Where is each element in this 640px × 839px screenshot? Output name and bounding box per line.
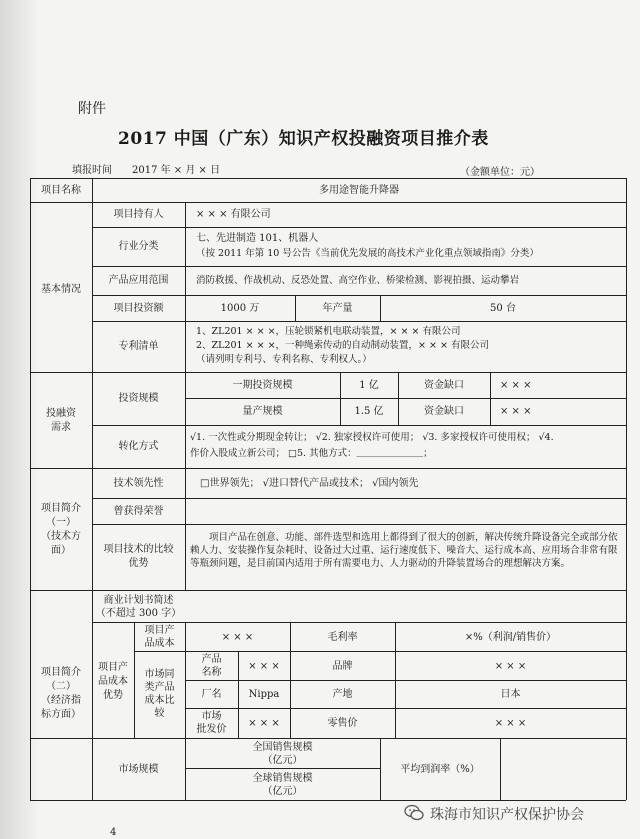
patent-line3: （请列明专利号、专利名称、专利权人。） xyxy=(196,354,372,365)
plan-label-line2: （不超过 300 字） xyxy=(95,608,182,619)
retail-label: 零售价 xyxy=(327,718,358,729)
cost-adv-line1: 项目产 xyxy=(98,662,128,673)
profit-label: 平均到润率（%） xyxy=(400,764,480,775)
currency-unit: （金额单位：元） xyxy=(460,167,540,178)
financing-section-line1: 投融资 xyxy=(46,408,76,419)
industry-label: 行业分类 xyxy=(118,241,159,252)
scale-label: 投资规模 xyxy=(118,393,159,404)
national-line2: （亿元） xyxy=(262,755,303,766)
project-name-label: 项目名称 xyxy=(41,185,81,196)
fill-date: 填报时间 2017 年 × 月 × 日 xyxy=(72,165,221,176)
patent-label: 专利清单 xyxy=(118,341,159,352)
similar-line3: 成本比 xyxy=(144,695,175,706)
gap1-label: 资金缺口 xyxy=(424,380,464,391)
transfer-line1: √1. 一次性或分期现金转让； √2. 独家授权许可使用； √3. 多家授权许可使用权； √4. xyxy=(190,432,554,443)
attachment-label: 附件 xyxy=(78,101,106,117)
similar-line1: 市场同 xyxy=(144,669,175,680)
invest-value: 1000 万 xyxy=(220,303,260,314)
gap1-value: × × × xyxy=(500,380,532,391)
econ-section-line1: 项目简介 xyxy=(41,667,81,678)
lead-label: 技术领先性 xyxy=(113,478,164,489)
econ-section-line2: （二） xyxy=(46,681,76,692)
market-label: 市场规模 xyxy=(118,764,159,775)
margin-value: ×%（利润/销售价） xyxy=(464,632,557,643)
national-line1: 全国销售规模 xyxy=(252,742,313,753)
pname-line2: 名称 xyxy=(201,667,222,678)
tech-section-line3: （技术方 xyxy=(41,531,81,542)
econ-section-line3: （经济指 xyxy=(41,695,81,706)
holder-label: 项目持有人 xyxy=(113,209,164,220)
compare-label-line1: 项目技术的比较 xyxy=(103,544,174,555)
document-title: 2017 中国（广东）知识产权投融资项目推介表 xyxy=(118,129,489,149)
wholesale-line1: 市场 xyxy=(201,711,222,722)
cost-adv-line2: 品成本 xyxy=(98,676,128,687)
wholesale-line2: 批发价 xyxy=(196,724,227,735)
cost-adv-line3: 优势 xyxy=(103,690,123,701)
prodcost-value: × × × xyxy=(221,632,254,643)
compare-label-line2: 优势 xyxy=(128,558,149,569)
wechat-icon xyxy=(404,804,424,822)
origin-value: 日本 xyxy=(500,689,521,700)
tech-section-line2: （一） xyxy=(46,517,76,528)
transfer-label: 转化方式 xyxy=(118,441,159,452)
wholesale-value: × × × xyxy=(248,718,280,729)
gap2-label: 资金缺口 xyxy=(424,406,464,417)
econ-section-line4: 标方面） xyxy=(41,709,81,720)
pname-value: × × × xyxy=(248,661,280,672)
patent-line2: 2、ZL201 × × ×，一种绳索传动的自动制动装置，× × × 有限公司 xyxy=(196,340,489,351)
invest-label: 项目投资额 xyxy=(113,303,164,314)
compare-text: 项目产品在创意、功能、部件选型和选用上都得到了很大的创新，解决传统升降设备完全或部分依赖人力、安装操作复杂耗时、设备过大过重、运行速度低下、噪音大、运行成本高、应用场合非常有限等瓶颈问题，是目前国内适用于所有需要电力、人力驱动的升降装置场合的理想解决方案。 xyxy=(190,532,618,569)
lead-value: □世界领先； √进口替代产品或技术； √国内领先 xyxy=(200,478,419,489)
mass-value: 1.5 亿 xyxy=(354,406,384,417)
output-value: 50 台 xyxy=(490,303,516,314)
brand-value: × × × xyxy=(494,661,527,672)
prodcost-line1: 项目产 xyxy=(144,625,175,636)
patent-line1: 1、ZL201 × × ×，压轮锁紧机电联动装置，× × × 有限公司 xyxy=(196,326,461,337)
page-mark: 4 xyxy=(110,827,117,838)
phase1-value: 1 亿 xyxy=(359,380,379,391)
maker-label: 厂名 xyxy=(201,689,222,700)
financing-section-line2: 需求 xyxy=(51,422,71,433)
global-line2: （亿元） xyxy=(262,786,303,797)
prodcost-line2: 品成本 xyxy=(144,638,175,649)
retail-value: × × × xyxy=(494,718,527,729)
transfer-line2: 作价入股成立新公司； □5. 其他方式：＿＿＿＿＿＿＿； xyxy=(190,448,433,459)
gap2-value: × × × xyxy=(500,406,532,417)
phase1-label: 一期投资规模 xyxy=(232,380,293,391)
similar-line4: 较 xyxy=(154,708,165,719)
margin-label: 毛利率 xyxy=(327,632,358,643)
industry-line1: 七、先进制造 101、机器人 xyxy=(196,233,319,244)
global-line1: 全球销售规模 xyxy=(252,773,313,784)
mass-label: 量产规模 xyxy=(242,406,283,417)
basic-section-label: 基本情况 xyxy=(41,284,81,295)
brand-label: 品牌 xyxy=(332,661,353,672)
tech-section-line1: 项目简介 xyxy=(41,503,81,514)
origin-label: 产地 xyxy=(332,689,353,700)
industry-line2: （按 2011 年第 10 号公告《当前优先发展的高技术产业化重点领域指南》分类） xyxy=(196,248,539,259)
project-name-value: 多用途智能升降器 xyxy=(319,185,399,196)
plan-label-line1: 商业计划书简述 xyxy=(103,595,174,606)
scope-label: 产品应用范围 xyxy=(108,275,169,286)
similar-line2: 类产品 xyxy=(144,682,175,693)
maker-value: Nippa xyxy=(248,689,280,700)
holder-value: × × × 有限公司 xyxy=(196,209,271,220)
watermark-text: 珠海市知识产权保护协会 xyxy=(430,807,584,823)
scope-value: 消防救援、作战机动、反恐处置、高空作业、桥梁检测、影视拍摄、运动攀岩 xyxy=(196,275,520,286)
pname-line1: 产品 xyxy=(201,654,222,665)
honor-label: 曾获得荣誉 xyxy=(113,506,164,517)
output-label: 年产量 xyxy=(322,303,353,314)
tech-section-line4: 面） xyxy=(51,545,71,556)
